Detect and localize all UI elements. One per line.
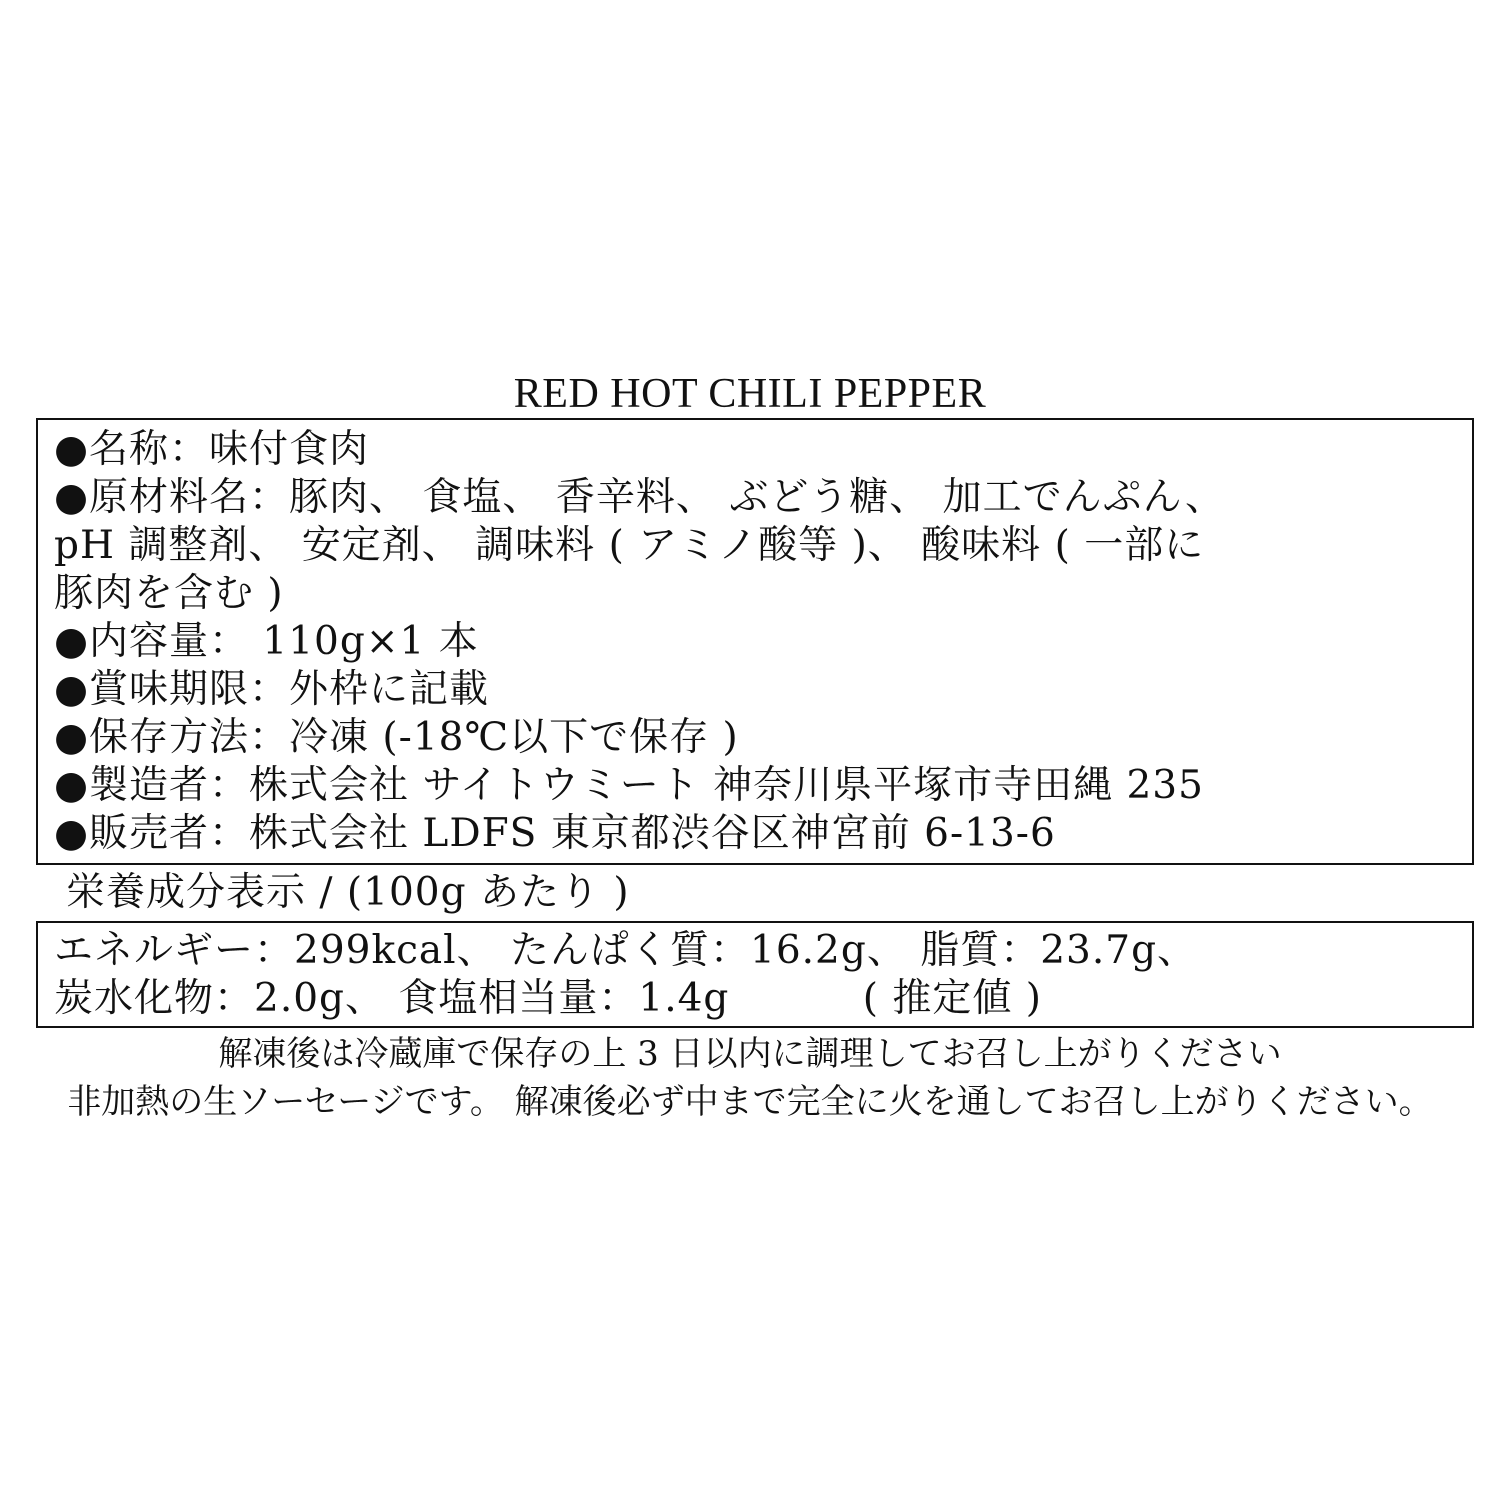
label-line-best-before: ●賞味期限：外枠に記載 <box>54 667 490 712</box>
nutrition-box <box>36 921 1474 1028</box>
product-title: RED HOT CHILI PEPPER <box>513 371 987 417</box>
nutrition-line-1: エネルギー：299kcal、 たんぱく質：16.2g、 脂質：23.7g、 <box>54 928 1198 973</box>
label-line-ingredients-cont: pH 調整剤、 安定剤、 調味料 ( アミノ酸等 )、 酸味料 ( 一部に <box>54 523 1205 568</box>
label-line-seller: ●販売者：株式会社 LDFS 東京都渋谷区神宮前 6-13-6 <box>54 811 1056 856</box>
notes <box>0 1030 1500 1126</box>
label-line-manufacturer: ●製造者：株式会社 サイトウミート 神奈川県平塚市寺田縄 235 <box>54 763 1204 808</box>
product-label-box <box>36 418 1474 865</box>
nutrition-line-2: 炭水化物：2.0g、 食塩相当量：1.4g ( 推定値 ) <box>54 976 1042 1021</box>
note-thawing: 解凍後は冷蔵庫で保存の上 3 日以内に調理してお召し上がりください <box>218 1034 1282 1074</box>
label-line-storage: ●保存方法：冷凍 (-18℃以下で保存 ) <box>54 715 739 760</box>
label-line-contents: ●内容量： 110g×1 本 <box>54 619 479 664</box>
note-cooking: 非加熱の生ソーセージです。 解凍後必ず中まで完全に火を通してお召し上がりください。 <box>67 1082 1433 1122</box>
label-line-ingredients-end: 豚肉を含む ) <box>54 571 284 616</box>
label-line-name: ●名称：味付食肉 <box>54 427 370 472</box>
label-line-ingredients: ●原材料名：豚肉、 食塩、 香辛料、 ぶどう糖、 加工でんぷん、 <box>54 475 1225 520</box>
nutrition-heading: 栄養成分表示 / (100g あたり ) <box>66 870 630 915</box>
